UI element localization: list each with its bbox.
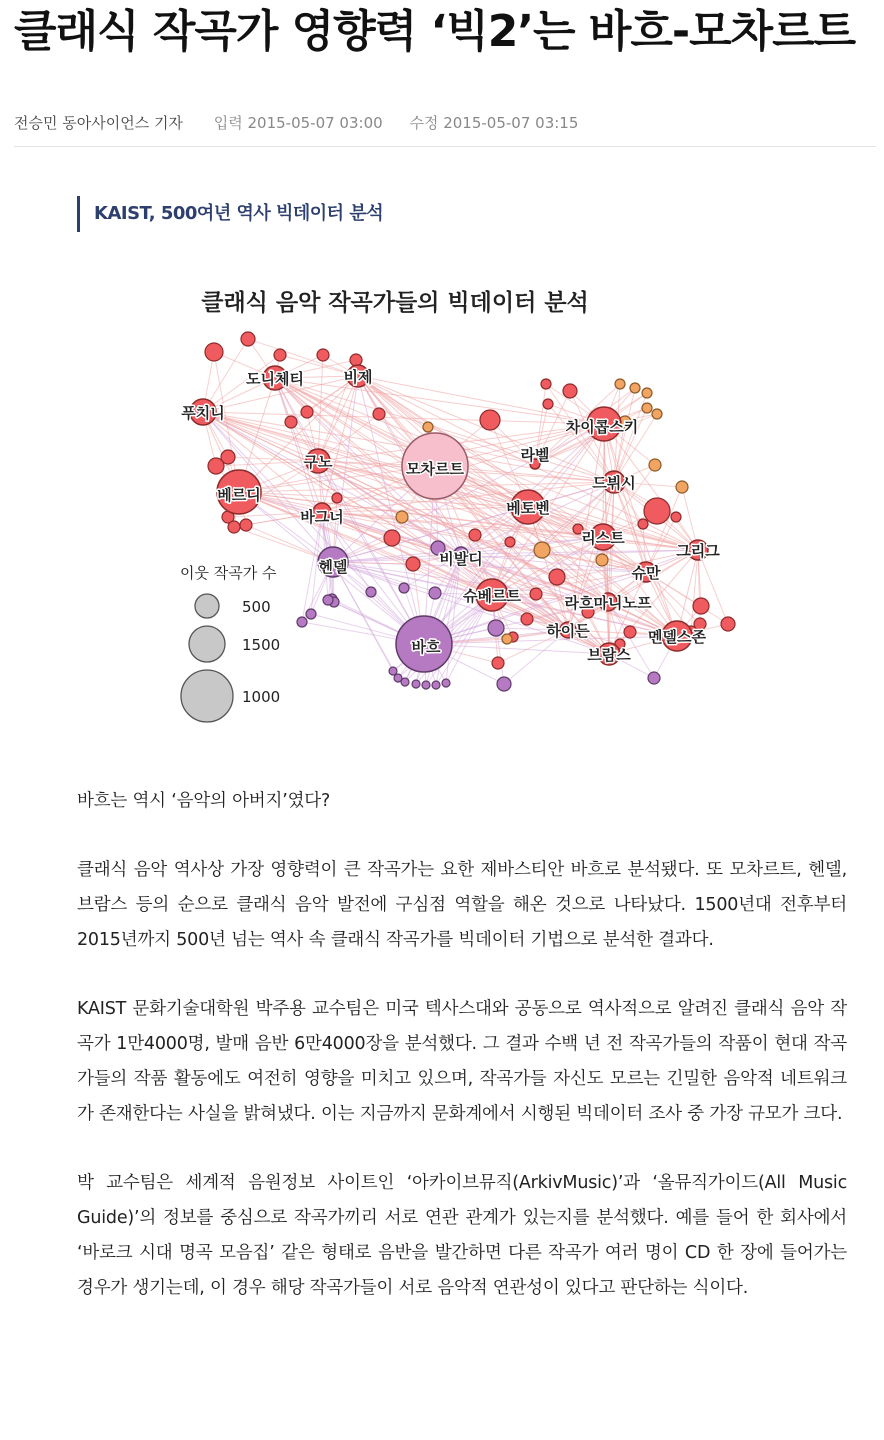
composer-label: 라벨 [520, 446, 550, 464]
network-node [642, 388, 652, 398]
figure-title: 클래식 음악 작곡가들의 빅데이터 분석 [201, 290, 589, 316]
subheadline: KAIST, 500여년 역사 빅데이터 분석 [77, 196, 383, 232]
article-body [77, 784, 847, 1340]
legend-value: 1000 [242, 688, 281, 706]
network-node [399, 583, 409, 593]
header-divider [14, 146, 876, 147]
network-node [406, 557, 420, 571]
legend-value: 1500 [242, 636, 281, 654]
network-node [693, 598, 709, 614]
network-node [534, 542, 550, 558]
network-node [274, 349, 286, 361]
network-node [649, 459, 661, 471]
composer-label: 헨델 [318, 558, 348, 576]
legend-circle [181, 670, 233, 722]
network-node [205, 343, 223, 361]
composer-label: 그리그 [676, 542, 720, 560]
network-node [396, 511, 408, 523]
network-node [240, 519, 252, 531]
network-node [648, 672, 660, 684]
composer-label: 구노 [303, 453, 333, 471]
article-paragraph: KAIST 문화기술대학원 박주용 교수팀은 미국 텍사스대와 공동으로 역사적으로 알려진 클래식 음악 작곡가 1만4000명, 발매 음반 6만4000장을 분석했다. 그 결과 수백 년 전 작곡가들의 작품이 현대 작곡가들의 작품 활동에도 여전히 영향을 미치고 있으며, 작곡가들 자신도 모르는 긴밀한 음악적 네트워크가 존재한다는 사실을 밝혀냈다. 이는 지금까지 문화계에서 시행된 빅데이터 조사 중 가장 규모가 크다. [77, 999, 847, 1124]
composer-label: 멘델스존 [648, 628, 706, 646]
network-node [480, 410, 500, 430]
article-paragraph: 바흐는 역시 ‘음악의 아버지’였다? [77, 791, 331, 811]
composer-label: 리스트 [581, 529, 625, 547]
legend-title: 이웃 작곡가 수 [180, 564, 277, 582]
network-node [301, 406, 313, 418]
network-node [285, 416, 297, 428]
network-node [543, 399, 553, 409]
composer-label: 바흐 [411, 638, 441, 656]
article-headline: 클래식 작곡가 영향력 ‘빅2’는 바흐-모차르트 [14, 6, 856, 57]
network-node [317, 349, 329, 361]
network-node [615, 379, 625, 389]
composer-label: 슈베르트 [463, 587, 521, 605]
network-node [630, 383, 640, 393]
network-node [373, 408, 385, 420]
legend-value: 500 [242, 598, 271, 616]
article-paragraph: 클래식 음악 역사상 가장 영향력이 큰 작곡가는 요한 제바스티안 바흐로 분석됐다. 또 모차르트, 헨델, 브람스 등의 순으로 클래식 음악 발전에 구심점 역할을 해온 것으로 나타났다. 1500년대 전후부터 2015년까지 500년 넘는 역사 속 클래식 작곡가를 빅데이터 기법으로 분석한 결과다. [77, 860, 847, 950]
network-node [563, 384, 577, 398]
composer-label: 라흐마니노프 [564, 594, 652, 612]
network-node [596, 554, 608, 566]
network-node [429, 587, 441, 599]
network-node [505, 537, 515, 547]
network-node [306, 609, 316, 619]
network-node [469, 529, 481, 541]
network-node [676, 481, 688, 493]
composer-label: 푸치니 [181, 404, 225, 422]
composer-label: 베르디 [217, 486, 261, 504]
composer-label: 비발디 [439, 550, 483, 568]
article-paragraph: 박 교수팀은 세계적 음원정보 사이트인 ‘아카이브뮤직(ArkivMusic)’과 ‘올뮤직가이드(All Music Guide)’의 정보를 중심으로 작곡가끼리 서로 연관 관계가 있는지를 분석했다. 예를 들어 한 회사에서 ‘바로크 시대 명곡 모음집’ 같은 형태로 음반을 발간하면 다른 작곡가 여러 명이 CD 한 장에 들어가는 경우가 생기는데, 이 경우 해당 작곡가들이 서로 음악적 연관성이 있다고 판단하는 식이다. [77, 1173, 847, 1298]
composer-label: 하이든 [546, 622, 590, 640]
network-node [389, 667, 397, 675]
network-node [297, 617, 307, 627]
network-node [221, 450, 235, 464]
network-node [366, 587, 376, 597]
composer-label: 슈만 [631, 564, 661, 582]
network-graph [170, 272, 760, 740]
composer-label: 베토벤 [506, 499, 550, 517]
composer-label: 비제 [343, 368, 373, 386]
network-node [721, 617, 735, 631]
network-node [422, 681, 430, 689]
network-node [624, 626, 636, 638]
network-node [442, 679, 450, 687]
composer-label: 모차르트 [406, 460, 464, 478]
composer-label: 바그너 [300, 508, 344, 526]
network-node [384, 530, 400, 546]
network-node [497, 677, 511, 691]
network-node [241, 332, 255, 346]
byline [14, 112, 874, 133]
network-edge [275, 378, 604, 424]
network-node [323, 595, 333, 605]
published-time: 입력 2015-05-07 03:00 [213, 114, 383, 132]
author-name[interactable]: 전승민 동아사이언스 기자 [14, 114, 183, 132]
network-node [432, 681, 440, 689]
network-node [423, 422, 433, 432]
network-node [488, 620, 504, 636]
legend-circle [189, 626, 225, 662]
network-node [642, 403, 652, 413]
network-node [541, 379, 551, 389]
network-node [530, 588, 542, 600]
network-node [644, 498, 670, 524]
network-node [492, 657, 504, 669]
network-node [332, 493, 342, 503]
network-node [521, 613, 533, 625]
network-node [652, 409, 662, 419]
network-node [350, 354, 362, 366]
network-figure [170, 272, 760, 740]
network-node [638, 519, 648, 529]
composer-label: 도니체티 [246, 370, 304, 388]
network-node [412, 680, 420, 688]
composer-label: 차이콥스키 [565, 418, 639, 436]
network-node [549, 569, 565, 585]
composer-label: 브람스 [587, 646, 631, 664]
network-node [502, 634, 512, 644]
network-node [671, 512, 681, 522]
modified-time: 수정 2015-05-07 03:15 [409, 114, 579, 132]
composer-label: 드뷔시 [592, 474, 636, 492]
network-node [401, 678, 409, 686]
legend-circle [195, 594, 219, 618]
network-node [228, 521, 240, 533]
